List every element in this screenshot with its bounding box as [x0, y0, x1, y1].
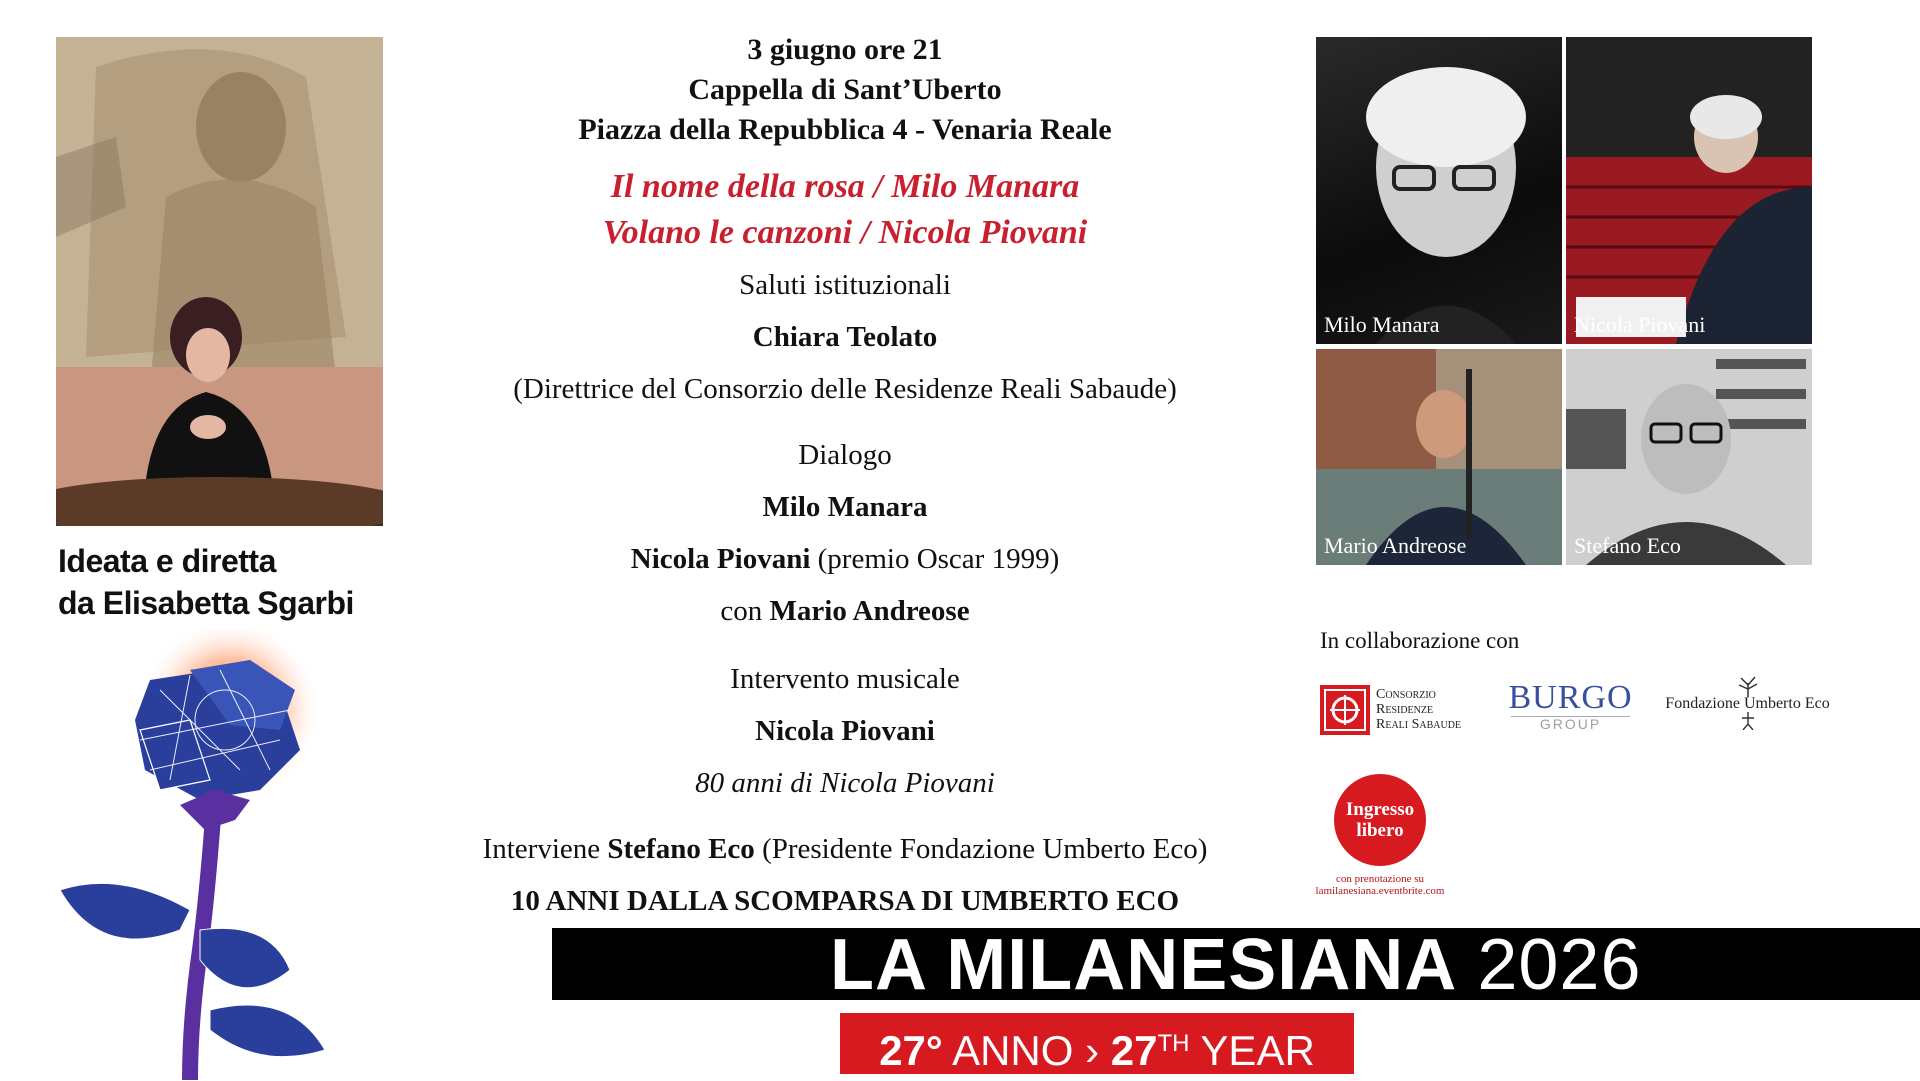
free-entry-note: [1290, 873, 1470, 897]
photo-mario-andreose: [1316, 349, 1562, 565]
anniversary-line: 10 ANNI DALLA SCOMPARSA DI UMBERTO ECO: [510, 885, 1180, 917]
consorzio-line-1: Consorzio: [1376, 687, 1436, 702]
edition-word-it: ANNO: [952, 1027, 1074, 1074]
credit-line-1: Ideata e diretta: [58, 543, 276, 579]
edition-number-en: 27: [1110, 1027, 1158, 1074]
event-date: 3 giugno ore 21: [747, 33, 943, 66]
dialogue-line-3: [420, 592, 1270, 630]
dialogue-name-2: Nicola Piovani: [630, 543, 811, 575]
consorzio-line-2: Residenze: [1376, 702, 1434, 717]
dialogue-label: Dialogo: [798, 439, 892, 471]
photo-stefano-eco: [1566, 349, 1812, 565]
free-entry-note-1: con prenotazione su: [1336, 873, 1424, 885]
consorzio-line-3: Reali Sabaude: [1376, 717, 1462, 732]
free-entry-badge: [1334, 774, 1426, 866]
edition-word-en: YEAR: [1200, 1027, 1315, 1074]
portrait-illustration: [56, 37, 383, 526]
edition-suffix-en: TH: [1157, 1030, 1190, 1057]
dialogue-name-2-note: (premio Oscar 1999): [817, 543, 1060, 575]
speaker-line: [420, 830, 1270, 868]
greetings-role: (Direttrice del Consorzio delle Residenze Reali Sabaude): [513, 373, 1177, 405]
event-title-2: Volano le canzoni / Nicola Piovani: [602, 214, 1088, 251]
festival-name: LA MILANESIANA: [830, 925, 1458, 1005]
music-label: Intervento musicale: [730, 663, 960, 695]
photo-label-stefano-eco: Stefano Eco: [1574, 533, 1681, 558]
event-titles: [420, 164, 1270, 256]
photo-milo-manara: [1316, 37, 1562, 344]
greetings-label: Saluti istituzionali: [739, 269, 951, 301]
dialogue-name-1: Milo Manara: [762, 491, 928, 523]
portrait-photo: [56, 37, 383, 526]
free-entry-note-2[interactable]: lamilanesiana.eventbrite.com: [1315, 885, 1445, 897]
dialogue-with-name: Mario Andreose: [769, 595, 970, 627]
collaboration-label: In collaborazione con: [1320, 628, 1520, 653]
partner-burgo-logo: [1503, 680, 1638, 731]
credit-text: [58, 540, 398, 624]
event-address: Piazza della Repubblica 4 - Venaria Reale: [578, 113, 1112, 146]
festival-year: 2026: [1477, 925, 1642, 1005]
fondazione-figure-icon: [1739, 712, 1757, 730]
music-name: Nicola Piovani: [755, 715, 935, 747]
free-entry-line-1: Ingresso: [1345, 799, 1415, 820]
speaker-name: Stefano Eco: [607, 833, 755, 865]
event-title-1: Il nome della rosa / Milo Manara: [610, 168, 1080, 205]
fondazione-tree-icon: [1733, 675, 1763, 697]
photo-milo-manara-image: [1316, 37, 1562, 344]
greetings-name: Chiara Teolato: [752, 321, 938, 353]
burgo-group: GROUP: [1511, 716, 1630, 731]
music-subtitle: 80 anni di Nicola Piovani: [695, 767, 995, 799]
burgo-wordmark: BURGO: [1508, 679, 1633, 716]
edition-separator: ›: [1085, 1027, 1100, 1074]
credit-line-2: da Elisabetta Sgarbi: [58, 585, 354, 621]
dialogue-with-prefix: con: [720, 595, 763, 627]
photo-nicola-piovani-image: [1566, 37, 1812, 344]
fondazione-text: Fondazione Umberto Eco: [1665, 695, 1830, 712]
photo-label-milo-manara: Milo Manara: [1324, 312, 1440, 337]
speaker-prefix: Interviene: [482, 833, 601, 865]
dialogue-line-2: [420, 540, 1270, 578]
rose-illustration: [40, 630, 380, 1080]
speaker-role: (Presidente Fondazione Umberto Eco): [762, 833, 1208, 865]
event-header: [420, 30, 1270, 150]
edition-number-it: 27°: [879, 1027, 943, 1074]
partner-consorzio-logo: [1320, 685, 1485, 737]
partner-fondazione-logo: [1660, 675, 1835, 735]
festival-title: [830, 925, 1642, 1005]
free-entry-line-2: libero: [1356, 820, 1404, 841]
photo-label-mario-andreose: Mario Andreose: [1324, 533, 1467, 558]
photo-nicola-piovani: [1566, 37, 1812, 344]
consorzio-emblem-icon: [1320, 685, 1370, 735]
photo-label-nicola-piovani: Nicola Piovani: [1574, 312, 1706, 337]
edition-badge: [840, 1013, 1354, 1074]
event-venue: Cappella di Sant’Uberto: [688, 73, 1002, 106]
